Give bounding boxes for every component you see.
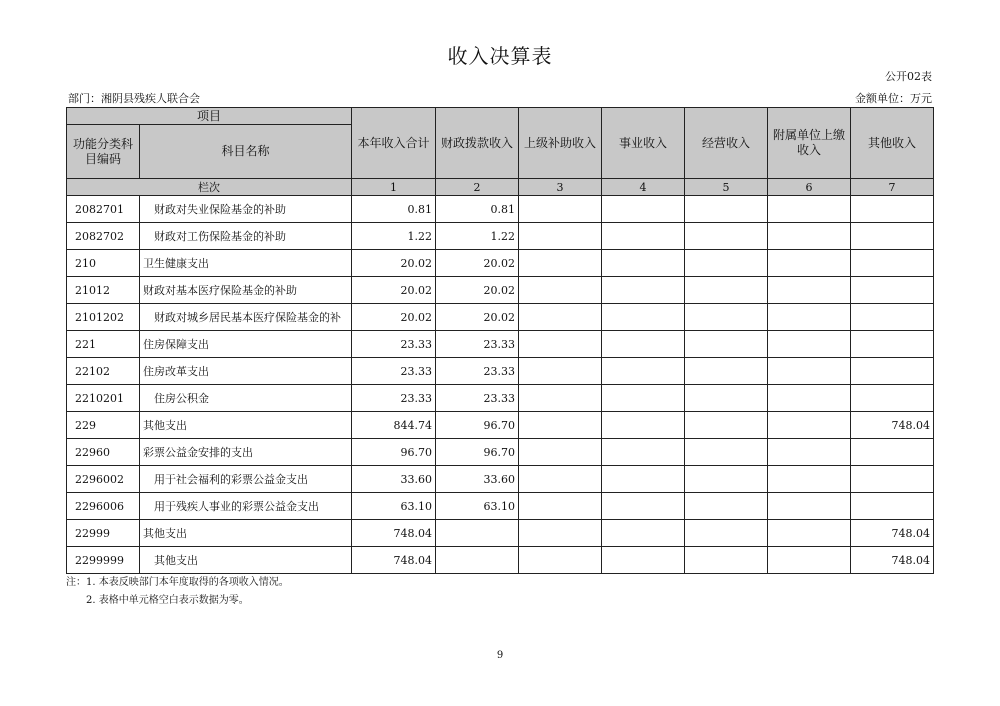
table-row: [67, 331, 934, 358]
cell-value-col-3: [519, 520, 602, 547]
notes: [66, 574, 289, 610]
cell-value-col-4: [602, 493, 685, 520]
cell-value-col-2: 96.70: [436, 439, 519, 466]
cell-value-col-5: [685, 520, 768, 547]
index-num-3: 3: [519, 179, 602, 196]
cell-code: 21012: [67, 277, 140, 304]
cell-value-col-6: [768, 520, 851, 547]
cell-subject-name: 其他支出: [140, 412, 352, 439]
cell-value-col-1: 63.10: [352, 493, 436, 520]
cell-value-col-3: [519, 466, 602, 493]
cell-value-col-1: 748.04: [352, 547, 436, 574]
cell-value-col-4: [602, 250, 685, 277]
cell-value-col-7: 748.04: [851, 412, 934, 439]
cell-subject-name: 住房改革支出: [140, 358, 352, 385]
cell-value-col-5: [685, 358, 768, 385]
cell-subject-name: 其他支出: [140, 547, 352, 574]
cell-subject-name: 住房公积金: [140, 385, 352, 412]
cell-value-col-3: [519, 385, 602, 412]
table-row: [67, 250, 934, 277]
cell-value-col-2: 96.70: [436, 412, 519, 439]
cell-subject-name: 财政对工伤保险基金的补助: [140, 223, 352, 250]
table-row: [67, 277, 934, 304]
cell-value-col-4: [602, 385, 685, 412]
table-row: [67, 304, 934, 331]
cell-value-col-6: [768, 493, 851, 520]
header-col-7: 其他收入: [851, 108, 934, 179]
cell-value-col-5: [685, 223, 768, 250]
cell-subject-name: 用于社会福利的彩票公益金支出: [140, 466, 352, 493]
cell-value-col-1: 23.33: [352, 358, 436, 385]
cell-value-col-2: 23.33: [436, 331, 519, 358]
cell-subject-name: 用于残疾人事业的彩票公益金支出: [140, 493, 352, 520]
cell-value-col-5: [685, 493, 768, 520]
cell-value-col-6: [768, 277, 851, 304]
cell-value-col-2: 1.22: [436, 223, 519, 250]
cell-value-col-1: 33.60: [352, 466, 436, 493]
cell-value-col-1: 96.70: [352, 439, 436, 466]
cell-code: 2296006: [67, 493, 140, 520]
cell-value-col-6: [768, 223, 851, 250]
index-num-4: 4: [602, 179, 685, 196]
cell-value-col-7: [851, 304, 934, 331]
table-row: [67, 385, 934, 412]
cell-value-col-1: 20.02: [352, 277, 436, 304]
cell-value-col-2: 20.02: [436, 250, 519, 277]
cell-value-col-1: 23.33: [352, 385, 436, 412]
index-num-7: 7: [851, 179, 934, 196]
cell-value-col-6: [768, 547, 851, 574]
cell-value-col-2: 23.33: [436, 385, 519, 412]
cell-value-col-2: 23.33: [436, 358, 519, 385]
table-row: [67, 439, 934, 466]
cell-subject-name: 其他支出: [140, 520, 352, 547]
cell-value-col-7: [851, 439, 934, 466]
note-1: 注：1. 本表反映部门本年度取得的各项收入情况。: [66, 577, 289, 588]
cell-code: 2210201: [67, 385, 140, 412]
cell-value-col-1: 23.33: [352, 331, 436, 358]
index-num-2: 2: [436, 179, 519, 196]
cell-value-col-1: 748.04: [352, 520, 436, 547]
header-col-5: 经营收入: [685, 108, 768, 179]
cell-code: 22102: [67, 358, 140, 385]
cell-value-col-7: 748.04: [851, 520, 934, 547]
cell-value-col-6: [768, 412, 851, 439]
cell-value-col-3: [519, 223, 602, 250]
table-row: [67, 466, 934, 493]
header-project: 项目: [67, 108, 352, 125]
cell-value-col-2: 63.10: [436, 493, 519, 520]
cell-value-col-3: [519, 196, 602, 223]
cell-code: 2082701: [67, 196, 140, 223]
page-number: 9: [496, 650, 504, 661]
form-number: 公开02表: [885, 70, 932, 83]
cell-value-col-2: 33.60: [436, 466, 519, 493]
header-col-6: 附属单位上缴收入: [768, 108, 851, 179]
cell-value-col-3: [519, 412, 602, 439]
index-num-6: 6: [768, 179, 851, 196]
cell-value-col-7: [851, 250, 934, 277]
header-col-4: 事业收入: [602, 108, 685, 179]
cell-code: 2101202: [67, 304, 140, 331]
cell-subject-name: 财政对失业保险基金的补助: [140, 196, 352, 223]
cell-subject-name: 彩票公益金安排的支出: [140, 439, 352, 466]
header-col-3: 上级补助收入: [519, 108, 602, 179]
cell-value-col-1: 20.02: [352, 250, 436, 277]
cell-code: 2299999: [67, 547, 140, 574]
cell-value-col-7: [851, 223, 934, 250]
page-title: 收入决算表: [447, 44, 553, 68]
cell-value-col-4: [602, 223, 685, 250]
cell-value-col-3: [519, 493, 602, 520]
cell-value-col-4: [602, 412, 685, 439]
cell-value-col-5: [685, 439, 768, 466]
cell-value-col-4: [602, 196, 685, 223]
table-row: [67, 196, 934, 223]
cell-value-col-5: [685, 304, 768, 331]
cell-value-col-3: [519, 547, 602, 574]
cell-value-col-5: [685, 331, 768, 358]
header-col-1: 本年收入合计: [352, 108, 436, 179]
cell-value-col-2: [436, 547, 519, 574]
note-2: 2. 表格中单元格空白表示数据为零。: [86, 595, 249, 606]
cell-value-col-1: 0.81: [352, 196, 436, 223]
cell-value-col-7: [851, 466, 934, 493]
department-label: 部门：湘阴县残疾人联合会: [68, 92, 200, 105]
cell-value-col-7: [851, 196, 934, 223]
index-num-5: 5: [685, 179, 768, 196]
cell-value-col-7: [851, 331, 934, 358]
cell-value-col-7: [851, 277, 934, 304]
cell-value-col-6: [768, 385, 851, 412]
cell-code: 22999: [67, 520, 140, 547]
cell-value-col-3: [519, 250, 602, 277]
cell-subject-name: 财政对基本医疗保险基金的补助: [140, 277, 352, 304]
cell-value-col-7: [851, 385, 934, 412]
cell-value-col-6: [768, 439, 851, 466]
cell-value-col-4: [602, 304, 685, 331]
cell-value-col-3: [519, 304, 602, 331]
amount-unit-label: 金额单位：万元: [855, 92, 932, 105]
cell-value-col-5: [685, 466, 768, 493]
cell-value-col-4: [602, 439, 685, 466]
cell-code: 210: [67, 250, 140, 277]
cell-value-col-5: [685, 196, 768, 223]
cell-value-col-2: [436, 520, 519, 547]
cell-code: 2082702: [67, 223, 140, 250]
header-func-code: 功能分类科目编码: [67, 125, 140, 179]
cell-value-col-3: [519, 277, 602, 304]
table-row: [67, 358, 934, 385]
cell-value-col-5: [685, 250, 768, 277]
cell-subject-name: 住房保障支出: [140, 331, 352, 358]
cell-value-col-4: [602, 466, 685, 493]
cell-value-col-5: [685, 547, 768, 574]
cell-value-col-5: [685, 385, 768, 412]
cell-value-col-5: [685, 277, 768, 304]
cell-value-col-6: [768, 466, 851, 493]
cell-value-col-7: [851, 493, 934, 520]
cell-subject-name: 财政对城乡居民基本医疗保险基金的补: [140, 304, 352, 331]
cell-value-col-2: 20.02: [436, 304, 519, 331]
table-row: [67, 520, 934, 547]
cell-value-col-4: [602, 277, 685, 304]
cell-value-col-4: [602, 547, 685, 574]
income-table: [66, 107, 934, 574]
table-row: [67, 493, 934, 520]
cell-value-col-7: [851, 358, 934, 385]
cell-value-col-1: 20.02: [352, 304, 436, 331]
cell-value-col-1: 1.22: [352, 223, 436, 250]
cell-code: 2296002: [67, 466, 140, 493]
cell-value-col-6: [768, 196, 851, 223]
header-subject-name: 科目名称: [140, 125, 352, 179]
cell-value-col-5: [685, 412, 768, 439]
cell-code: 22960: [67, 439, 140, 466]
cell-value-col-4: [602, 358, 685, 385]
cell-code: 221: [67, 331, 140, 358]
cell-value-col-3: [519, 358, 602, 385]
cell-value-col-6: [768, 358, 851, 385]
table-row: [67, 547, 934, 574]
table-row: [67, 223, 934, 250]
cell-value-col-2: 20.02: [436, 277, 519, 304]
cell-value-col-2: 0.81: [436, 196, 519, 223]
cell-value-col-1: 844.74: [352, 412, 436, 439]
cell-value-col-3: [519, 439, 602, 466]
index-num-1: 1: [352, 179, 436, 196]
cell-value-col-7: 748.04: [851, 547, 934, 574]
index-label: 栏次: [67, 179, 352, 196]
cell-value-col-4: [602, 331, 685, 358]
cell-value-col-6: [768, 304, 851, 331]
cell-subject-name: 卫生健康支出: [140, 250, 352, 277]
cell-value-col-6: [768, 331, 851, 358]
table-row: [67, 412, 934, 439]
cell-value-col-6: [768, 250, 851, 277]
cell-value-col-3: [519, 331, 602, 358]
header-col-2: 财政拨款收入: [436, 108, 519, 179]
cell-code: 229: [67, 412, 140, 439]
cell-value-col-4: [602, 520, 685, 547]
